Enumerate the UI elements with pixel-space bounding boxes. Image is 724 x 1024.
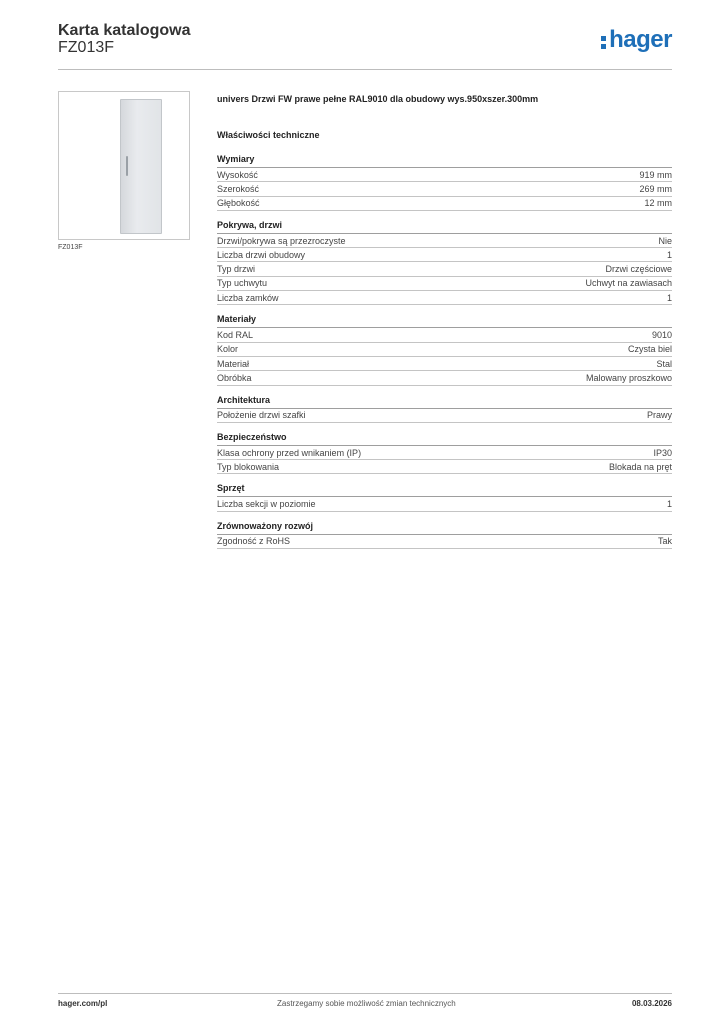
spec-label: Kod RAL: [217, 330, 254, 341]
section-heading: Bezpieczeństwo: [217, 432, 672, 446]
spec-value: IP30: [653, 447, 672, 458]
section-heading: Sprzęt: [217, 483, 672, 497]
spec-row: [217, 248, 672, 262]
spec-section: [217, 314, 672, 385]
spec-label: Liczba zamków: [217, 292, 279, 303]
spec-row: [217, 234, 672, 248]
spec-row: [217, 197, 672, 211]
spec-sections: [217, 154, 672, 549]
spec-label: Zgodność z RoHS: [217, 536, 291, 547]
spec-section: [217, 154, 672, 211]
spec-value: Malowany proszkowo: [585, 372, 672, 383]
logo-dots-icon: [601, 33, 607, 49]
spec-label: Liczba sekcji w poziomie: [217, 499, 316, 510]
spec-row: [217, 409, 672, 423]
product-description: univers Drzwi FW prawe pełne RAL9010 dla obudowy wys.950xszer.300mm: [217, 94, 539, 104]
spec-row: [217, 262, 672, 276]
spec-section: [217, 521, 672, 549]
footer-notice: Zastrzegamy sobie możliwość zmian technicznych: [277, 999, 456, 1008]
spec-section: [217, 432, 672, 475]
spec-label: Obróbka: [217, 372, 252, 383]
spec-value: 9010: [651, 330, 672, 341]
spec-section: [217, 395, 672, 423]
properties-title: Właściwości techniczne: [217, 130, 320, 140]
spec-row: [217, 168, 672, 182]
spec-label: Liczba drzwi obudowy: [217, 249, 306, 260]
door-handle-icon: [126, 156, 128, 176]
spec-row: [217, 357, 672, 371]
spec-row: [217, 460, 672, 474]
spec-value: 1: [666, 249, 672, 260]
spec-value: Stal: [656, 358, 672, 369]
spec-label: Drzwi/pokrywa są przezroczyste: [217, 235, 346, 246]
spec-row: [217, 497, 672, 511]
spec-row: [217, 182, 672, 196]
document-title: Karta katalogowa: [58, 22, 191, 39]
product-code: FZ013F: [58, 39, 115, 56]
spec-label: Szerokość: [217, 183, 260, 194]
section-heading: Materiały: [217, 314, 672, 328]
spec-row: [217, 277, 672, 291]
spec-value: Prawy: [646, 410, 672, 421]
spec-value: Tak: [657, 536, 672, 547]
spec-value: 269 mm: [639, 183, 672, 194]
footer-website: hager.com/pl: [58, 999, 108, 1008]
spec-label: Położenie drzwi szafki: [217, 410, 306, 421]
spec-row: [217, 343, 672, 357]
spec-row: [217, 371, 672, 385]
product-image: [58, 91, 190, 240]
page-header: [58, 22, 672, 70]
spec-label: Kolor: [217, 344, 239, 355]
spec-value: 1: [666, 292, 672, 303]
logo-text: hager: [609, 26, 672, 53]
spec-value: Uchwyt na zawiasach: [585, 278, 672, 289]
spec-label: Klasa ochrony przed wnikaniem (IP): [217, 447, 362, 458]
spec-label: Typ uchwytu: [217, 278, 268, 289]
spec-value: 12 mm: [644, 198, 672, 209]
spec-value: 919 mm: [639, 169, 672, 180]
footer-divider: [58, 993, 672, 994]
spec-section: [217, 220, 672, 305]
spec-row: [217, 291, 672, 305]
spec-label: Głębokość: [217, 198, 260, 209]
spec-value: Czysta biel: [627, 344, 672, 355]
product-image-caption: FZ013F: [58, 244, 83, 251]
section-heading: Zrównoważony rozwój: [217, 521, 672, 535]
spec-section: [217, 483, 672, 511]
footer-date: 08.03.2026: [631, 999, 672, 1008]
spec-row: [217, 535, 672, 549]
section-heading: Pokrywa, drzwi: [217, 220, 672, 234]
spec-value: Drzwi częściowe: [605, 264, 672, 275]
door-panel-icon: [120, 99, 162, 234]
spec-label: Typ drzwi: [217, 264, 256, 275]
spec-label: Materiał: [217, 358, 250, 369]
spec-row: [217, 446, 672, 460]
hager-logo: [601, 28, 672, 52]
header-divider: [58, 69, 672, 70]
spec-row: [217, 328, 672, 342]
section-heading: Architektura: [217, 395, 672, 409]
spec-value: Blokada na pręt: [608, 461, 672, 472]
spec-value: 1: [666, 499, 672, 510]
spec-label: Wysokość: [217, 169, 258, 180]
section-heading: Wymiary: [217, 154, 672, 168]
spec-value: Nie: [658, 235, 672, 246]
spec-label: Typ blokowania: [217, 461, 280, 472]
spec-content: [217, 94, 672, 558]
